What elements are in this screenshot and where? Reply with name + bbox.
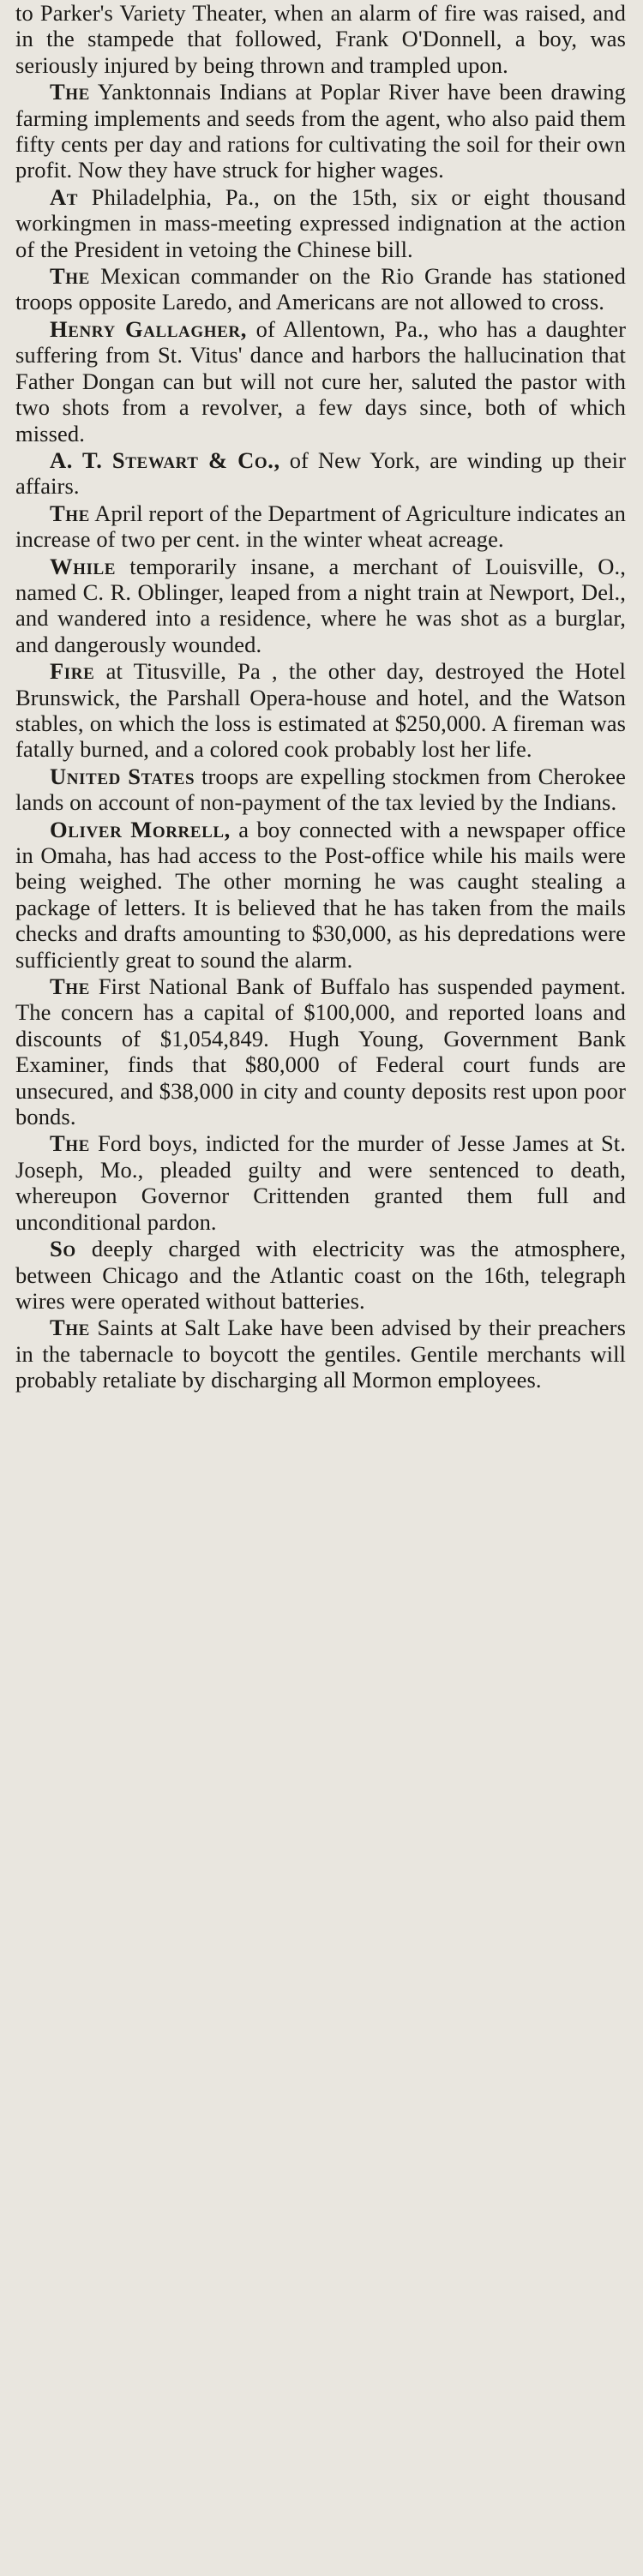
news-item-text: to Parker's Variety Theater, when an alarm of fire was raised, and in the stampede that followed, Frank O'Donnell, a boy, was seriously injured by being thrown and trampled upon.: [15, 0, 626, 78]
news-item-oliver-morrell: [15, 817, 626, 973]
news-item-lead: The: [50, 263, 90, 290]
news-item-text: April report of the Department of Agriculture indicates an increase of two per cent. in the winter wheat acreage.: [15, 500, 626, 553]
news-item-lead: The: [50, 1315, 90, 1341]
news-item-buffalo-bank: [15, 973, 626, 1129]
news-item-mexican-commander: [15, 263, 626, 315]
news-item-titusville-fire: [15, 658, 626, 763]
news-item-ford-boys: [15, 1130, 626, 1235]
news-item-salt-lake-saints: [15, 1315, 626, 1393]
news-item-lead: Oliver Morrell,: [50, 816, 231, 842]
news-item-lead: While: [50, 553, 117, 579]
news-item-lead: The: [50, 973, 90, 1000]
news-item-parkers-theater: [15, 0, 626, 78]
news-item-text: troops are expelling stockmen from Cherokee lands on account of non-payment of the tax levied by the Indians.: [15, 763, 626, 816]
news-item-lead: A. T. Stewart & Co.,: [50, 446, 280, 473]
news-item-yanktonnais-indians: [15, 79, 626, 183]
news-item-text: Ford boys, indicted for the murder of Jesse James at St. Joseph, Mo., pleaded guilty and were sentenced to death, whereupon Governor Crittenden granted them full and unconditional pardon.: [15, 1130, 626, 1235]
news-item-lead: The: [50, 79, 90, 105]
news-item-lead: The: [50, 500, 90, 526]
news-item-lead: So: [50, 1236, 76, 1262]
news-item-text: Mexican commander on the Rio Grande has stationed troops opposite Laredo, and Americans are not allowed to cross.: [15, 263, 626, 315]
news-item-text: of New York, are winding up their affairs.: [15, 446, 626, 500]
news-item-philadelphia-meeting: [15, 184, 626, 262]
news-item-stewart-company: [15, 447, 626, 500]
news-item-text: Saints at Salt Lake have been advised by their preachers in the tabernacle to boycott the gentiles. Gentile merchants will probably retaliate by discharging all Mormon employees.: [15, 1315, 626, 1393]
news-item-lead: The: [50, 1130, 90, 1157]
news-item-electricity: [15, 1236, 626, 1314]
news-item-agriculture-report: [15, 500, 626, 553]
news-item-text: Yanktonnais Indians at Poplar River have been drawing farming implements and seeds from the agent, who also paid them fifty cents per day and rations for cultivating the soil for their own profit. Now they have struck for higher wages.: [15, 79, 626, 183]
news-item-text: deeply charged with electricity was the atmosphere, between Chicago and the Atlantic coast on the 16th, telegraph wires were operated without batteries.: [15, 1236, 626, 1314]
news-item-lead: At: [50, 183, 79, 210]
news-item-text: temporarily insane, a merchant of Louisville, O., named C. R. Oblinger, leaped from a night train at Newport, Del., and wandered into a residence, where he was shot as a burglar, and dangerously wounded.: [15, 553, 626, 657]
news-item-text: Philadelphia, Pa., on the 15th, six or eight thousand workingmen in mass-meeting expressed indignation at the action of the President in vetoing the Chinese bill.: [15, 183, 627, 262]
news-item-lead: Fire: [50, 658, 95, 685]
news-item-text: of Allentown, Pa., who has a daughter suffering from St. Vitus' dance and harbors the hallucination that Father Dongan can but will not cure her, saluted the pastor with two shots from a revolver, a few days since, both of which missed.: [15, 315, 627, 446]
news-item-text: at Titusville, Pa , the other day, destroyed the Hotel Brunswick, the Parshall Opera-house and hotel, and the Watson stables, on which the loss is estimated at $250,000. A fireman was fatally burned, and a colored cook probably lost her life.: [15, 658, 626, 763]
news-item-cherokee-lands: [15, 764, 626, 816]
news-item-henry-gallagher: [15, 316, 626, 446]
news-item-lead: Henry Gallagher,: [50, 315, 247, 342]
news-item-oblinger: [15, 554, 626, 658]
news-item-lead: United States: [50, 763, 195, 789]
news-item-text: First National Bank of Buffalo has suspended payment. The concern has a capital of $100,000, and reported loans and discounts of $1,054,849. Hugh Young, Government Bank Examiner, finds that $80,000 of Federal court funds are unsecured, and $38,000 in city and county deposits rest upon poor bonds.: [15, 973, 626, 1130]
news-item-text: a boy connected with a newspaper office in Omaha, has had access to the Post-office while his mails were being weighed. The other morning he was caught stealing a package of letters. It is believed that he has taken from the mails checks and drafts amounting to $30,000, as his depredations were sufficiently great to sound the alarm.: [15, 816, 626, 973]
